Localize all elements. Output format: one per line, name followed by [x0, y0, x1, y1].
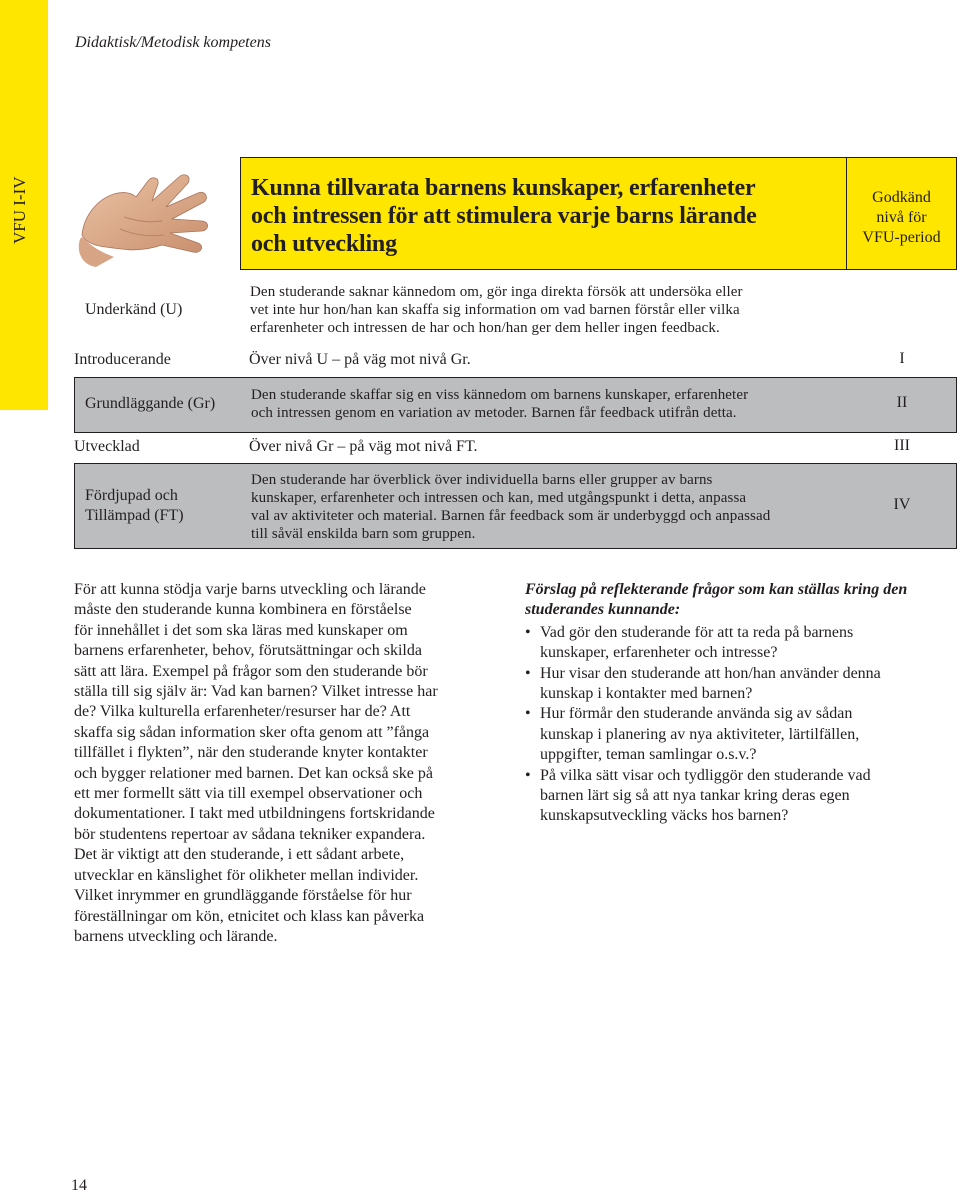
row-utvecklad — [74, 433, 957, 463]
level-description: Den studerande saknar kännedom om, gör inga direkta försök att undersöka eller vet inte hur hon/han kan skaffa sig information om vad barnen förstår eller vilka erfarenheter och intressen de har och hon/han ger dem heller ingen feedback. — [250, 284, 743, 336]
level-numeral: II — [896, 394, 908, 411]
hand-photo-icon — [74, 157, 240, 270]
question-item: • Vad gör den studerande för att ta reda på barnens kunskaper, erfarenheter och intresse? — [525, 623, 854, 662]
row-fordjupad — [74, 463, 957, 549]
godkand-header: Godkänd nivå för VFU-period — [862, 189, 941, 246]
question-item: • Hur visar den studerande att hon/han använder denna kunskap i kontakter med barnen? — [525, 664, 881, 703]
godkand-header-cell — [846, 157, 957, 270]
level-label: Utvecklad — [74, 438, 140, 455]
row-grundlaggande — [74, 377, 957, 433]
hand-photo — [74, 157, 240, 270]
row-introducerande — [74, 347, 957, 377]
level-label: Grundläggande (Gr) — [85, 395, 216, 412]
bullet-icon: • — [525, 766, 531, 784]
questions-list — [525, 623, 955, 827]
level-description: Den studerande skaffar sig en viss kännedom om barnens kunskaper, erfarenheter och intressen genom en variation av metoder. Barnen får feedback utifrån detta. — [251, 387, 749, 421]
side-tab-label: VFU I-IV — [10, 176, 29, 244]
bullet-icon: • — [525, 705, 531, 723]
level-numeral: IV — [893, 496, 911, 513]
page-number: 14 — [71, 1177, 87, 1194]
level-description: Över nivå U – på väg mot nivå Gr. — [249, 351, 471, 368]
reflective-questions — [525, 580, 955, 827]
level-label: Introducerande — [74, 351, 171, 368]
level-label: Underkänd (U) — [85, 301, 183, 318]
body-text: För att kunna stödja varje barns utveckling och lärande måste den studerande kunna kombinera en förståelse för innehållet i det som ska läras med kunskaper om barnens erfarenheter, behov, förutsättningar och skilda sätt att lära. Exempel på frågor som den studerande bör ställa till sig själv är: Vad kan barnen? Vilket intresse har de? Vilka kulturella erfarenheter/resurser har de? Att skaffa sig sådan information sker ofta genom att ”fånga tillfället i flykten”, när den studerande knyter kontakter och bygger relationer med barnen. Det kan också ske på ett mer formellt sätt via till exempel observationer och dokumentationer. I takt med utbildningens fortskridande bör studentens repertoar av sådana tekniker expandera. Det är viktigt att den studerande, i ett sådant arbete, utvecklar en känslighet för olikheter mellan individer. Vilket inrymmer en grundläggande förståelse för hur föreställningar om kön, etnicitet och klass kan påverka barnens utveckling och lärande. — [74, 581, 438, 945]
side-tab — [0, 0, 48, 410]
running-head: Didaktisk/Metodisk kompetens — [75, 34, 271, 51]
bullet-icon: • — [525, 664, 531, 682]
level-description: Över nivå Gr – på väg mot nivå FT. — [249, 438, 478, 455]
level-description: Den studerande har överblick över individuella barns eller grupper av barns kunskaper, erfarenheter och intressen och kan, med utgångspunkt i detta, anpassa val av aktiviteter och material. Barnen får feedback som är underbyggd och anpassad till såväl enskilda barn som gruppen. — [251, 472, 771, 542]
level-label: Fördjupad och Tillämpad (FT) — [85, 487, 184, 524]
question-item: • Hur förmår den studerande använda sig av sådan kunskap i planering av nya aktiviteter, lärtilfällen, uppgifter, teman samlingar o.s.v.? — [525, 705, 860, 764]
table-title: Kunna tillvarata barnens kunskaper, erfarenheter och intressen för att stimulera varje barns lärande och utveckling — [251, 175, 757, 257]
level-numeral: I — [899, 350, 905, 367]
row-underkand — [74, 270, 957, 347]
bullet-icon: • — [525, 623, 531, 641]
questions-heading: Förslag på reflekterande frågor som kan ställas kring den studerandes kunnande: — [525, 581, 908, 619]
level-numeral: III — [894, 437, 910, 454]
table-title-cell — [240, 157, 847, 270]
question-item: • På vilka sätt visar och tydliggör den studerande vad barnen lärt sig så att nya tankar kring deras egen kunskapsutveckling väcks hos barnen? — [525, 766, 871, 825]
assessment-table — [74, 157, 957, 549]
